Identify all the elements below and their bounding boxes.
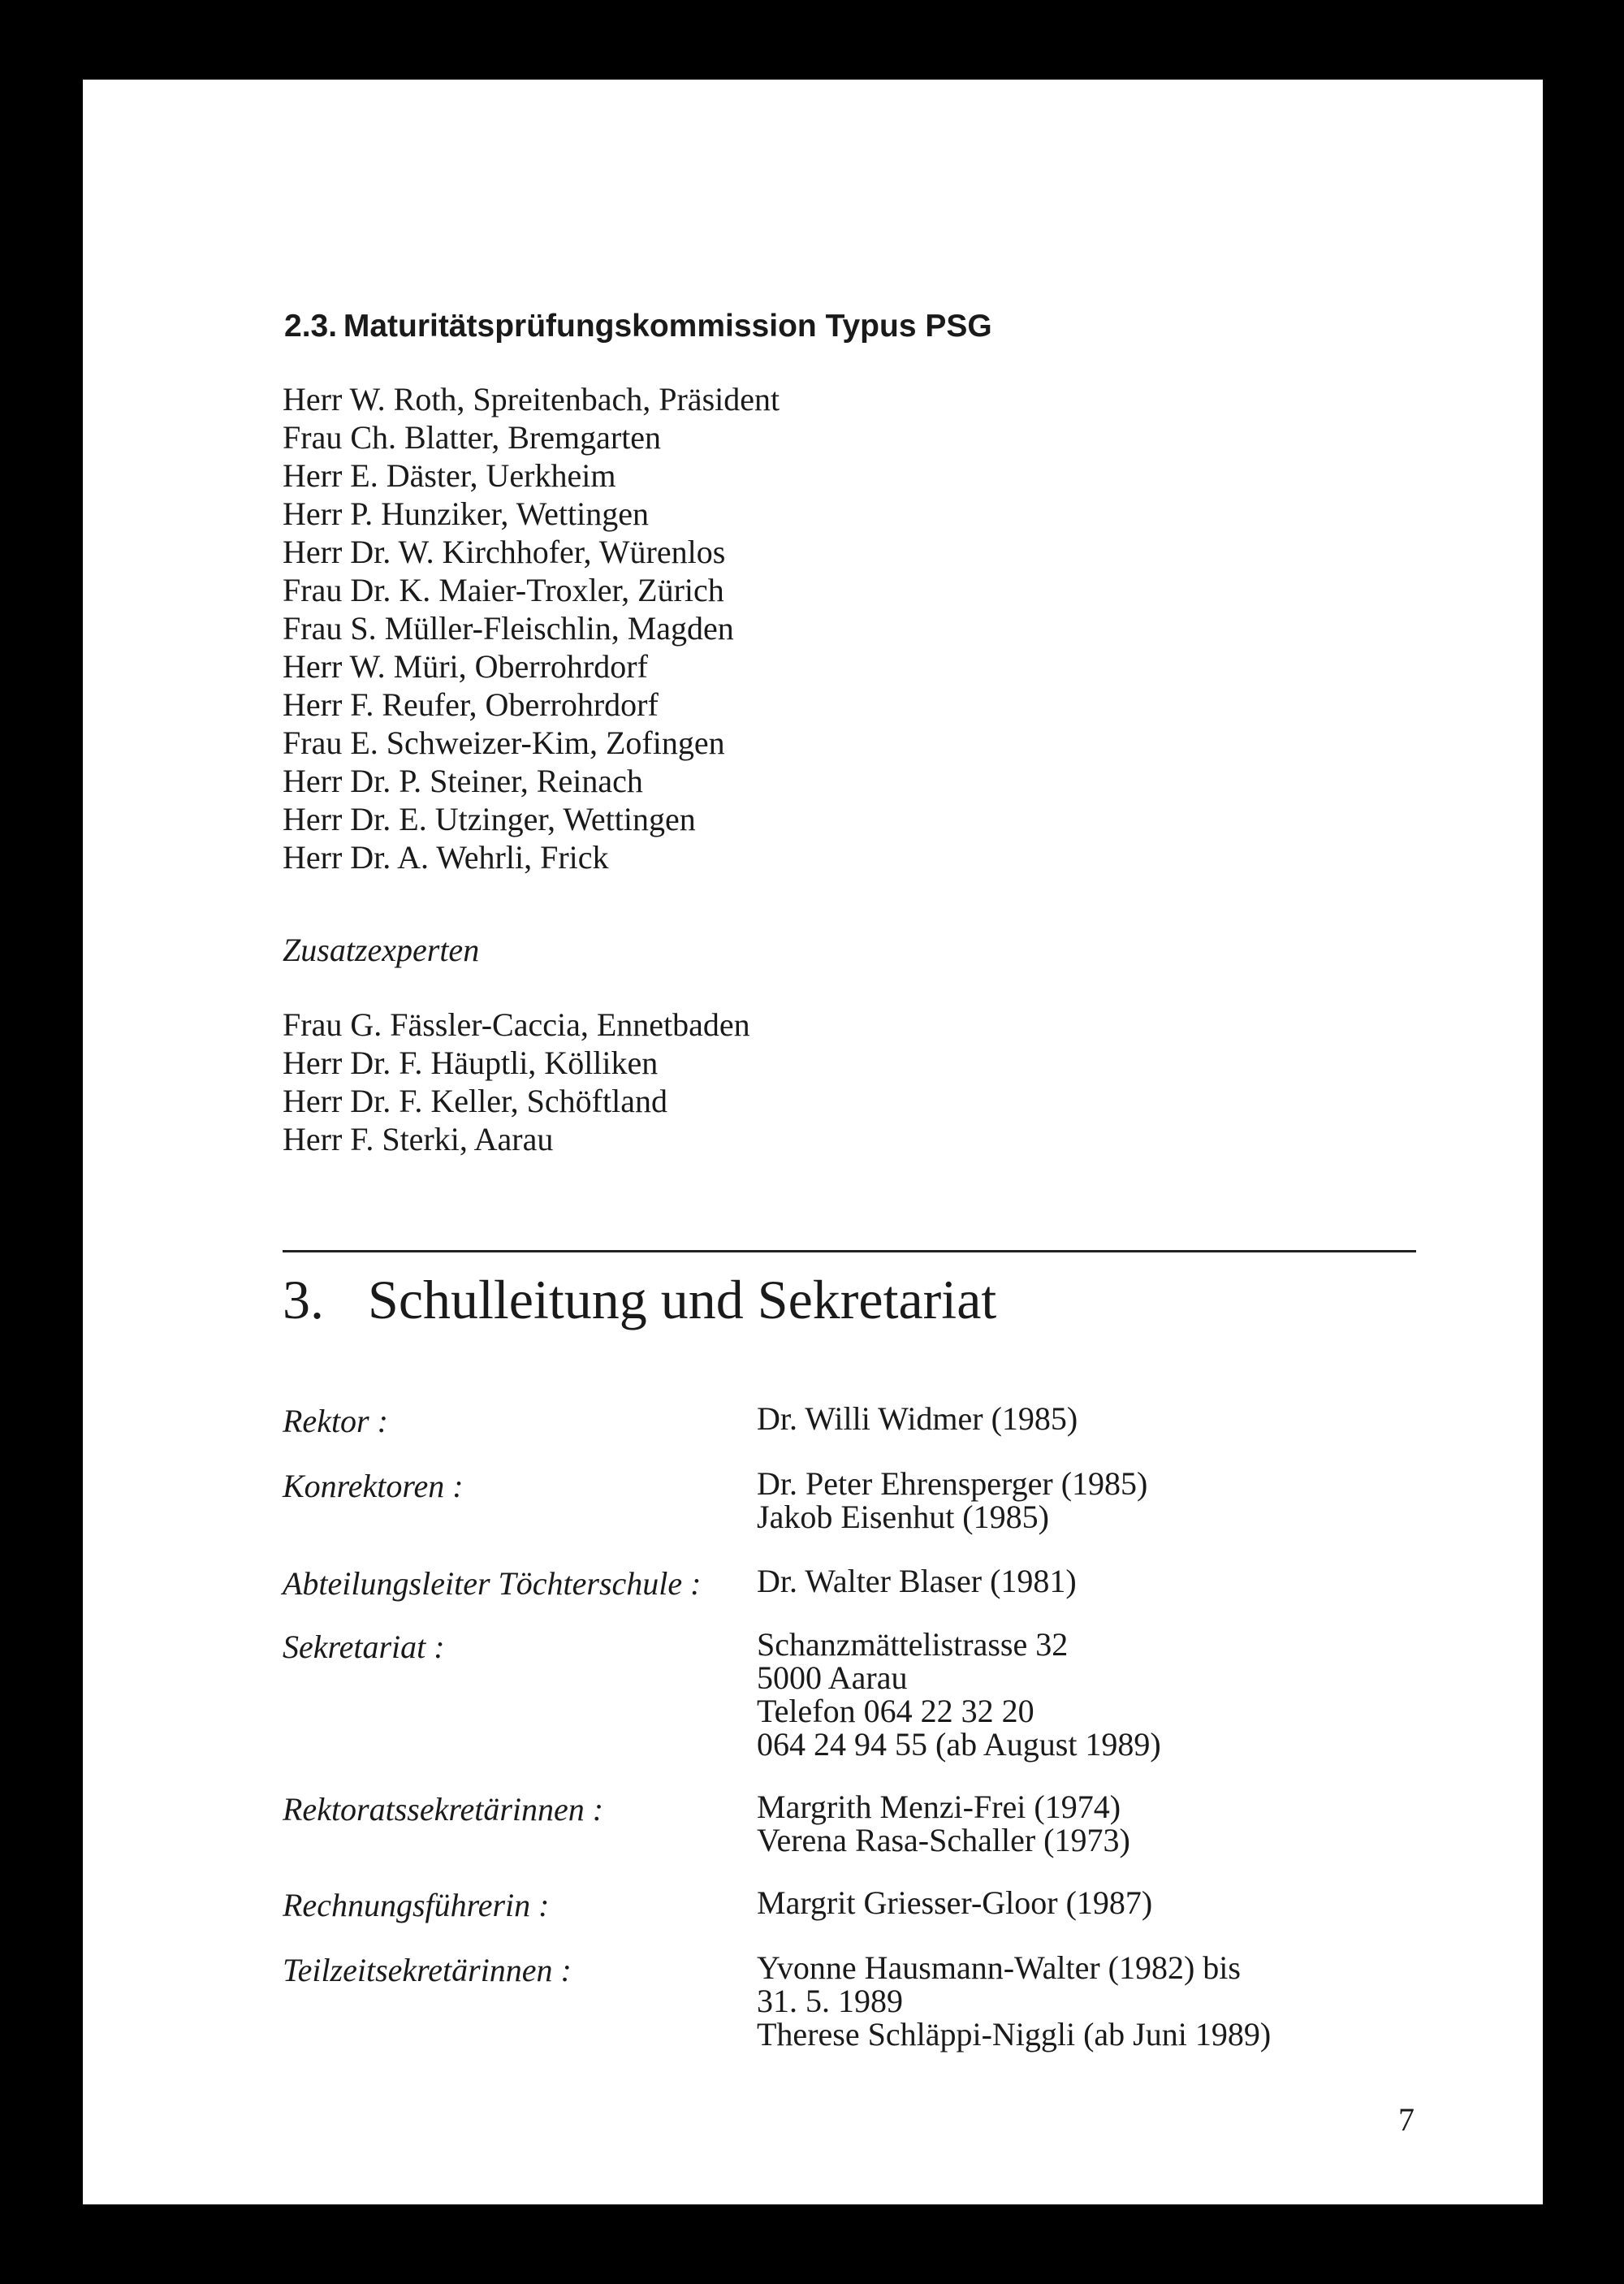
member-item: Frau S. Müller-Fleischlin, Magden: [283, 610, 734, 647]
row-value-teilzeitsekretaerinnen: [757, 1951, 1271, 2051]
document-page: [83, 80, 1543, 2204]
value-line: Margrit Griesser-Gloor (1987): [757, 1884, 1153, 1921]
value-line: Dr. Walter Blaser (1981): [757, 1563, 1077, 1599]
value-line: Verena Rasa-Schaller (1973): [757, 1822, 1130, 1858]
row-value-sekretariat: [757, 1628, 1161, 1761]
member-item: Herr P. Hunziker, Wettingen: [283, 495, 649, 532]
commission-member-list: [283, 380, 780, 876]
row-label-sekretariat: Sekretariat :: [283, 1629, 445, 1665]
value-line: Dr. Willi Widmer (1985): [757, 1400, 1078, 1437]
row-value-rechnungsfuehrerin: [757, 1886, 1152, 1919]
value-line: Telefon 064 22 32 20: [757, 1693, 1034, 1729]
value-line: Dr. Peter Ehrensperger (1985): [757, 1465, 1148, 1502]
member-item: Herr E. Däster, Uerkheim: [283, 457, 616, 494]
value-line: Schanzmättelistrasse 32: [757, 1626, 1069, 1663]
member-item: Herr Dr. A. Wehrli, Frick: [283, 839, 609, 876]
row-label-konrektoren: Konrektoren :: [283, 1468, 464, 1504]
value-line: 5000 Aarau: [757, 1659, 908, 1696]
value-line: Jakob Eisenhut (1985): [757, 1499, 1049, 1535]
section-2-3-title: Maturitätsprüfungskommission Typus PSG: [343, 309, 992, 344]
row-value-rektor: [757, 1402, 1078, 1435]
member-item: Frau Dr. K. Maier-Troxler, Zürich: [283, 572, 724, 608]
value-line: 064 24 94 55 (ab August 1989): [757, 1726, 1161, 1763]
member-item: Herr W. Müri, Oberrohrdorf: [283, 648, 648, 685]
row-value-abteilungsleiter: [757, 1564, 1077, 1598]
experts-label: Zusatzexperten: [283, 932, 480, 968]
member-item: Herr F. Reufer, Oberrohrdorf: [283, 686, 659, 723]
row-label-rektor: Rektor :: [283, 1403, 388, 1439]
row-label-abteilungsleiter: Abteilungsleiter Töchterschule :: [283, 1565, 702, 1602]
section-divider: [283, 1250, 1416, 1252]
value-line: Yvonne Hausmann-Walter (1982) bis: [757, 1949, 1241, 1986]
section-3-heading: [283, 1268, 996, 1332]
row-label-rechnungsfuehrerin: Rechnungsführerin :: [283, 1887, 550, 1923]
value-line: Margrith Menzi-Frei (1974): [757, 1789, 1121, 1825]
section-3-number: 3.: [283, 1269, 324, 1330]
experts-list: [283, 1006, 750, 1158]
expert-item: Herr F. Sterki, Aarau: [283, 1121, 554, 1157]
row-value-rektoratssekretaerinnen: [757, 1790, 1130, 1857]
section-2-3-number: 2.3.: [284, 309, 338, 344]
expert-item: Frau G. Fässler-Caccia, Ennetbaden: [283, 1006, 750, 1043]
expert-item: Herr Dr. F. Keller, Schöftland: [283, 1083, 667, 1119]
member-item: Frau Ch. Blatter, Bremgarten: [283, 419, 662, 456]
section-2-3-heading: [284, 309, 992, 344]
row-value-konrektoren: [757, 1467, 1147, 1533]
section-3-title: Schulleitung und Sekretariat: [368, 1269, 997, 1330]
member-item: Herr Dr. E. Utzinger, Wettingen: [283, 801, 696, 837]
member-item: Frau E. Schweizer-Kim, Zofingen: [283, 725, 725, 761]
member-item: Herr W. Roth, Spreitenbach, Präsident: [283, 381, 780, 417]
member-item: Herr Dr. W. Kirchhofer, Würenlos: [283, 534, 726, 570]
value-line: 31. 5. 1989: [757, 1983, 903, 2019]
expert-item: Herr Dr. F. Häuptli, Kölliken: [283, 1045, 659, 1081]
member-item: Herr Dr. P. Steiner, Reinach: [283, 763, 643, 799]
page-number: 7: [1398, 2101, 1415, 2138]
row-label-rektoratssekretaerinnen: Rektoratssekretärinnen :: [283, 1791, 604, 1828]
value-line: Therese Schläppi-Niggli (ab Juni 1989): [757, 2016, 1272, 2053]
row-label-teilzeitsekretaerinnen: Teilzeitsekretärinnen :: [283, 1952, 572, 1988]
